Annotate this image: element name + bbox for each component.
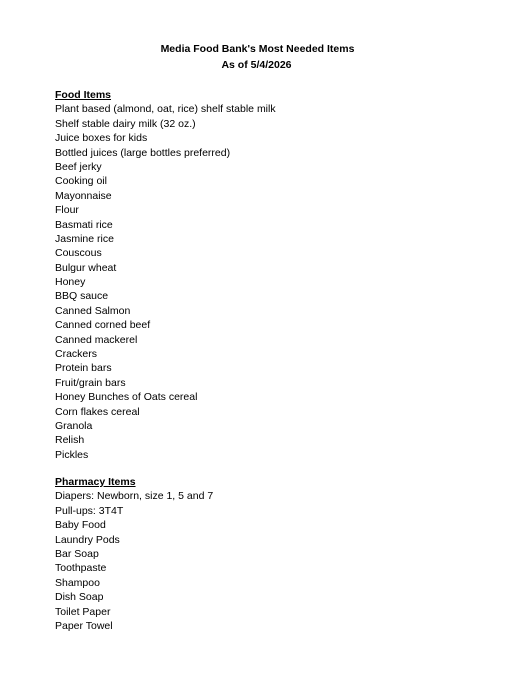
food-items-list — [55, 102, 475, 462]
list-item: Canned corned beef — [55, 319, 151, 332]
list-item: Plant based (almond, oat, rice) shelf stable milk — [55, 103, 276, 116]
list-item: Laundry Pods — [55, 533, 120, 546]
list-item: Canned mackerel — [55, 333, 138, 346]
list-item: Relish — [55, 434, 85, 447]
list-item: Dish Soap — [55, 591, 104, 604]
list-item: Diapers: Newborn, size 1, 5 and 7 — [55, 490, 214, 503]
list-item: Bottled juices (large bottles preferred) — [55, 146, 231, 159]
food-items-heading: Food Items — [55, 89, 112, 101]
list-item: Toilet Paper — [55, 605, 111, 618]
list-item: Flour — [55, 204, 79, 217]
list-item: Paper Towel — [55, 619, 113, 632]
list-item: Cooking oil — [55, 175, 107, 188]
list-item: Pickles — [55, 448, 89, 461]
list-item: Basmati rice — [55, 218, 113, 231]
list-item: Beef jerky — [55, 160, 102, 173]
document-title: Media Food Bank's Most Needed Items — [160, 43, 355, 55]
list-item: Canned Salmon — [55, 304, 131, 317]
list-item: BBQ sauce — [55, 290, 109, 303]
list-item: Corn flakes cereal — [55, 405, 140, 418]
list-item: Mayonnaise — [55, 189, 112, 202]
list-item: Protein bars — [55, 362, 112, 375]
list-item: Juice boxes for kids — [55, 132, 148, 145]
pharmacy-items-heading: Pharmacy Items — [55, 476, 136, 488]
list-item: Baby Food — [55, 519, 106, 532]
list-item: Honey — [55, 276, 86, 289]
list-item: Bar Soap — [55, 547, 99, 560]
list-item: Shampoo — [55, 576, 100, 589]
list-item: Jasmine rice — [55, 232, 114, 245]
pharmacy-items-section — [55, 475, 475, 633]
pharmacy-items-list — [55, 489, 475, 633]
list-item: Honey Bunches of Oats cereal — [55, 391, 198, 404]
document-date: As of 5/4/2026 — [221, 59, 292, 71]
list-item: Fruit/grain bars — [55, 376, 126, 389]
list-item: Couscous — [55, 247, 102, 260]
list-item: Crackers — [55, 348, 98, 361]
list-item: Bulgur wheat — [55, 261, 117, 274]
food-items-section — [55, 88, 475, 462]
list-item: Granola — [55, 419, 93, 432]
list-item: Pull-ups: 3T4T — [55, 504, 124, 517]
list-item: Toothpaste — [55, 562, 107, 575]
list-item: Shelf stable dairy milk (32 oz.) — [55, 117, 196, 130]
document-header — [0, 41, 513, 73]
